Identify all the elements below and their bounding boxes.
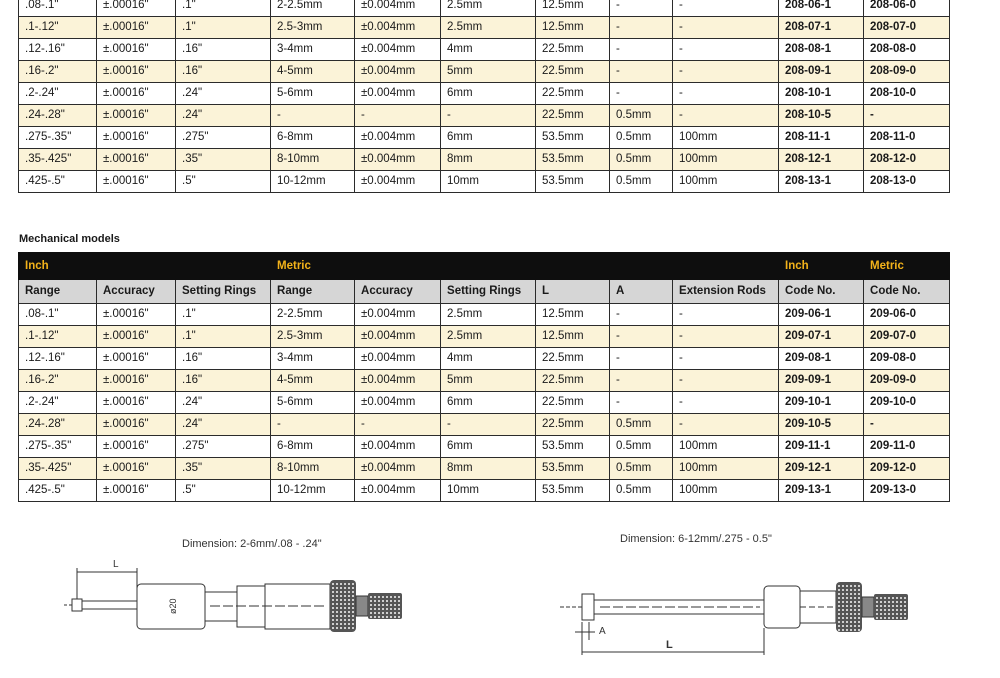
table-cell: ±.00016" [97, 149, 176, 171]
table-cell: - [673, 61, 779, 83]
diagram-right-caption: Dimension: 6-12mm/.275 - 0.5" [620, 533, 772, 545]
table-cell: ±.00016" [97, 480, 176, 502]
table-cell: ±.00016" [97, 127, 176, 149]
table-cell: - [673, 83, 779, 105]
table-cell: .425-.5" [19, 171, 97, 193]
table-cell: ±.00016" [97, 304, 176, 326]
table-cell: .35-.425" [19, 458, 97, 480]
table-cell: - [610, 392, 673, 414]
table-cell: 0.5mm [610, 480, 673, 502]
table-cell: 209-10-0 [864, 392, 950, 414]
table-cell: ±.00016" [97, 348, 176, 370]
section-title-mechanical-models: Mechanical models [19, 233, 120, 245]
table-cell: .24-.28" [19, 105, 97, 127]
table-cell: .16" [176, 348, 271, 370]
table-cell: 209-09-1 [779, 370, 864, 392]
table-cell: 208-06-1 [779, 0, 864, 17]
table-cell: 53.5mm [536, 480, 610, 502]
table-cell: ±0.004mm [355, 326, 441, 348]
table-cell: .08-.1" [19, 0, 97, 17]
table-cell: .275" [176, 127, 271, 149]
table-cell: 22.5mm [536, 370, 610, 392]
table-cell: ±0.004mm [355, 149, 441, 171]
table-cell: 2.5mm [441, 304, 536, 326]
table-cell: 8-10mm [271, 149, 355, 171]
table-cell: .275-.35" [19, 127, 97, 149]
table-cell: 8mm [441, 458, 536, 480]
category-inch: Inch [19, 253, 271, 280]
table-cell: - [673, 105, 779, 127]
table-cell: 2.5-3mm [271, 326, 355, 348]
table-cell: 10-12mm [271, 480, 355, 502]
table-cell: 6mm [441, 127, 536, 149]
table-cell: - [673, 39, 779, 61]
table-cell: - [610, 39, 673, 61]
table-cell: 0.5mm [610, 127, 673, 149]
table-cell: 209-12-1 [779, 458, 864, 480]
table-cell: .16" [176, 61, 271, 83]
table-cell: .24" [176, 105, 271, 127]
table-cell: 6-8mm [271, 127, 355, 149]
table-cell: 209-08-1 [779, 348, 864, 370]
table-cell: 22.5mm [536, 414, 610, 436]
table-cell: 4mm [441, 39, 536, 61]
table-cell: 5mm [441, 370, 536, 392]
table-cell: ±0.004mm [355, 458, 441, 480]
table-cell: - [610, 0, 673, 17]
table-cell: 12.5mm [536, 304, 610, 326]
table-cell: 208-12-1 [779, 149, 864, 171]
table-cell: ±.00016" [97, 83, 176, 105]
table-cell: - [673, 17, 779, 39]
table-cell: - [864, 105, 950, 127]
table-cell: 208-10-5 [779, 105, 864, 127]
table-cell: 22.5mm [536, 105, 610, 127]
table-cell: - [271, 414, 355, 436]
table-cell: 10mm [441, 480, 536, 502]
table-cell: - [441, 105, 536, 127]
table-cell: 208-09-1 [779, 61, 864, 83]
table-cell: 0.5mm [610, 414, 673, 436]
table-cell: 100mm [673, 127, 779, 149]
table-cell: 100mm [673, 149, 779, 171]
table-cell: .2-.24" [19, 392, 97, 414]
table-cell: 8mm [441, 149, 536, 171]
table-cell: ±.00016" [97, 436, 176, 458]
table-cell: 208-07-1 [779, 17, 864, 39]
table-cell: - [673, 0, 779, 17]
table-cell: ±.00016" [97, 326, 176, 348]
table-cell: - [441, 414, 536, 436]
column-header: Range [271, 280, 355, 304]
table-cell: ±.00016" [97, 39, 176, 61]
table-cell: ±0.004mm [355, 392, 441, 414]
table-cell: 209-09-0 [864, 370, 950, 392]
table-cell: 4-5mm [271, 61, 355, 83]
table-cell: 0.5mm [610, 149, 673, 171]
column-header: Extension Rods [673, 280, 779, 304]
table-cell: ±.00016" [97, 458, 176, 480]
table-cell: .1" [176, 326, 271, 348]
table-cell: .24" [176, 83, 271, 105]
table-cell: 209-07-0 [864, 326, 950, 348]
table-cell: 22.5mm [536, 39, 610, 61]
category-metric: Metric [271, 253, 779, 280]
table-cell: 100mm [673, 480, 779, 502]
table-cell: 209-12-0 [864, 458, 950, 480]
column-header: Accuracy [355, 280, 441, 304]
table-cell: 8-10mm [271, 458, 355, 480]
table-cell: .5" [176, 480, 271, 502]
table-cell: 100mm [673, 458, 779, 480]
table-cell: 53.5mm [536, 127, 610, 149]
table-cell: - [610, 370, 673, 392]
table-cell: - [864, 414, 950, 436]
table-cell: - [610, 348, 673, 370]
table-cell: .16-.2" [19, 61, 97, 83]
table-cell: 208-08-0 [864, 39, 950, 61]
table-cell: 100mm [673, 171, 779, 193]
table-cell: 22.5mm [536, 348, 610, 370]
table-cell: ±0.004mm [355, 0, 441, 17]
table-cell: .1" [176, 304, 271, 326]
diagram-left-diameter-label: ø20 [168, 598, 178, 614]
table-cell: 208-06-0 [864, 0, 950, 17]
table-cell: ±0.004mm [355, 348, 441, 370]
table-cell: 209-10-1 [779, 392, 864, 414]
table-cell: 53.5mm [536, 171, 610, 193]
table-cell: - [355, 105, 441, 127]
table-cell: 208-13-1 [779, 171, 864, 193]
table-cell: .35" [176, 458, 271, 480]
table-cell: - [673, 370, 779, 392]
table-cell: 5-6mm [271, 392, 355, 414]
table-cell: 2-2.5mm [271, 0, 355, 17]
table-cell: - [673, 304, 779, 326]
table-cell: 12.5mm [536, 0, 610, 17]
table-cell: 209-06-0 [864, 304, 950, 326]
category-metric-code: Metric [864, 253, 950, 280]
table-cell: 53.5mm [536, 458, 610, 480]
table-cell: 3-4mm [271, 348, 355, 370]
table-cell: - [673, 392, 779, 414]
table-cell: ±0.004mm [355, 171, 441, 193]
table-cell: .12-.16" [19, 348, 97, 370]
table-cell: 0.5mm [610, 171, 673, 193]
table-cell: 10-12mm [271, 171, 355, 193]
table-cell: .5" [176, 171, 271, 193]
diagram-right-A-label: A [599, 626, 606, 637]
table-cell: .1-.12" [19, 17, 97, 39]
table-cell: .24" [176, 392, 271, 414]
table-cell: 4mm [441, 348, 536, 370]
table-cell: ±0.004mm [355, 39, 441, 61]
table-cell: 209-13-1 [779, 480, 864, 502]
table-cell: 0.5mm [610, 436, 673, 458]
table-cell: 2.5mm [441, 17, 536, 39]
column-header: Code No. [864, 280, 950, 304]
table-cell: 6mm [441, 392, 536, 414]
table-cell: - [610, 61, 673, 83]
table-cell: 12.5mm [536, 326, 610, 348]
category-inch-code: Inch [779, 253, 864, 280]
table-cell: .12-.16" [19, 39, 97, 61]
table-cell: 209-08-0 [864, 348, 950, 370]
table-cell: ±0.004mm [355, 17, 441, 39]
table-cell: ±.00016" [97, 17, 176, 39]
diagram-left-caption: Dimension: 2-6mm/.08 - .24" [182, 538, 322, 550]
table-cell: 5mm [441, 61, 536, 83]
table-cell: 22.5mm [536, 83, 610, 105]
table-cell: - [673, 348, 779, 370]
column-header: Range [19, 280, 97, 304]
table-cell: ±0.004mm [355, 436, 441, 458]
table-cell: 209-13-0 [864, 480, 950, 502]
table-cell: ±0.004mm [355, 127, 441, 149]
table-cell: 208-08-1 [779, 39, 864, 61]
column-header: A [610, 280, 673, 304]
table-cell: 6-8mm [271, 436, 355, 458]
table-cell: 208-12-0 [864, 149, 950, 171]
table-cell: - [673, 326, 779, 348]
table-cell: - [610, 17, 673, 39]
table-cell: - [271, 105, 355, 127]
table-cell: - [610, 326, 673, 348]
table-cell: 209-11-1 [779, 436, 864, 458]
table-cell: ±0.004mm [355, 304, 441, 326]
table-cell: 209-10-5 [779, 414, 864, 436]
table-cell: 12.5mm [536, 17, 610, 39]
table-cell: 53.5mm [536, 436, 610, 458]
table-cell: ±.00016" [97, 171, 176, 193]
column-header: Accuracy [97, 280, 176, 304]
table-cell: 208-07-0 [864, 17, 950, 39]
table-cell: - [610, 83, 673, 105]
table-cell: .16" [176, 39, 271, 61]
table-cell: ±.00016" [97, 0, 176, 17]
table-cell: 10mm [441, 171, 536, 193]
table-cell: 2.5mm [441, 0, 536, 17]
column-header: Setting Rings [441, 280, 536, 304]
table-cell: 53.5mm [536, 149, 610, 171]
table-cell: ±.00016" [97, 392, 176, 414]
table-cell: ±.00016" [97, 370, 176, 392]
table-cell: ±0.004mm [355, 83, 441, 105]
table-cell: .1" [176, 17, 271, 39]
table-cell: 209-07-1 [779, 326, 864, 348]
diagram-left-L-label: L [113, 559, 119, 570]
table-cell: ±.00016" [97, 61, 176, 83]
table-cell: 3-4mm [271, 39, 355, 61]
table-cell: .35" [176, 149, 271, 171]
table-cell: .1-.12" [19, 326, 97, 348]
table-cell: 209-11-0 [864, 436, 950, 458]
table-cell: - [355, 414, 441, 436]
table-cell: .275" [176, 436, 271, 458]
table-cell: .1" [176, 0, 271, 17]
table-cell: .16-.2" [19, 370, 97, 392]
table-cell: 6mm [441, 436, 536, 458]
table-cell: 2-2.5mm [271, 304, 355, 326]
table-cell: 2.5mm [441, 326, 536, 348]
table-cell: 6mm [441, 83, 536, 105]
table-cell: 208-10-0 [864, 83, 950, 105]
table-cell: 5-6mm [271, 83, 355, 105]
table-cell: 209-06-1 [779, 304, 864, 326]
table-cell: 208-10-1 [779, 83, 864, 105]
table-cell: .425-.5" [19, 480, 97, 502]
table-cell: 208-09-0 [864, 61, 950, 83]
column-header: L [536, 280, 610, 304]
column-header: Code No. [779, 280, 864, 304]
table-cell: ±.00016" [97, 105, 176, 127]
table-cell: - [610, 304, 673, 326]
table-cell: 22.5mm [536, 61, 610, 83]
table-cell: 22.5mm [536, 392, 610, 414]
table-cell: .24" [176, 414, 271, 436]
table-cell: 100mm [673, 436, 779, 458]
table-cell: ±0.004mm [355, 370, 441, 392]
diagram-right-L-label: L [666, 639, 673, 651]
table-cell: 0.5mm [610, 458, 673, 480]
table-cell: 2.5-3mm [271, 17, 355, 39]
table-cell: ±0.004mm [355, 61, 441, 83]
table-cell: 208-13-0 [864, 171, 950, 193]
table-cell: ±.00016" [97, 414, 176, 436]
table-cell: .16" [176, 370, 271, 392]
table-cell: .275-.35" [19, 436, 97, 458]
table-cell: - [673, 414, 779, 436]
table-cell: .2-.24" [19, 83, 97, 105]
table-cell: 208-11-1 [779, 127, 864, 149]
table-cell: .35-.425" [19, 149, 97, 171]
table-cell: 4-5mm [271, 370, 355, 392]
table-cell: 0.5mm [610, 105, 673, 127]
table-cell: .08-.1" [19, 304, 97, 326]
table-cell: ±0.004mm [355, 480, 441, 502]
column-header: Setting Rings [176, 280, 271, 304]
table-cell: 208-11-0 [864, 127, 950, 149]
table-cell: .24-.28" [19, 414, 97, 436]
